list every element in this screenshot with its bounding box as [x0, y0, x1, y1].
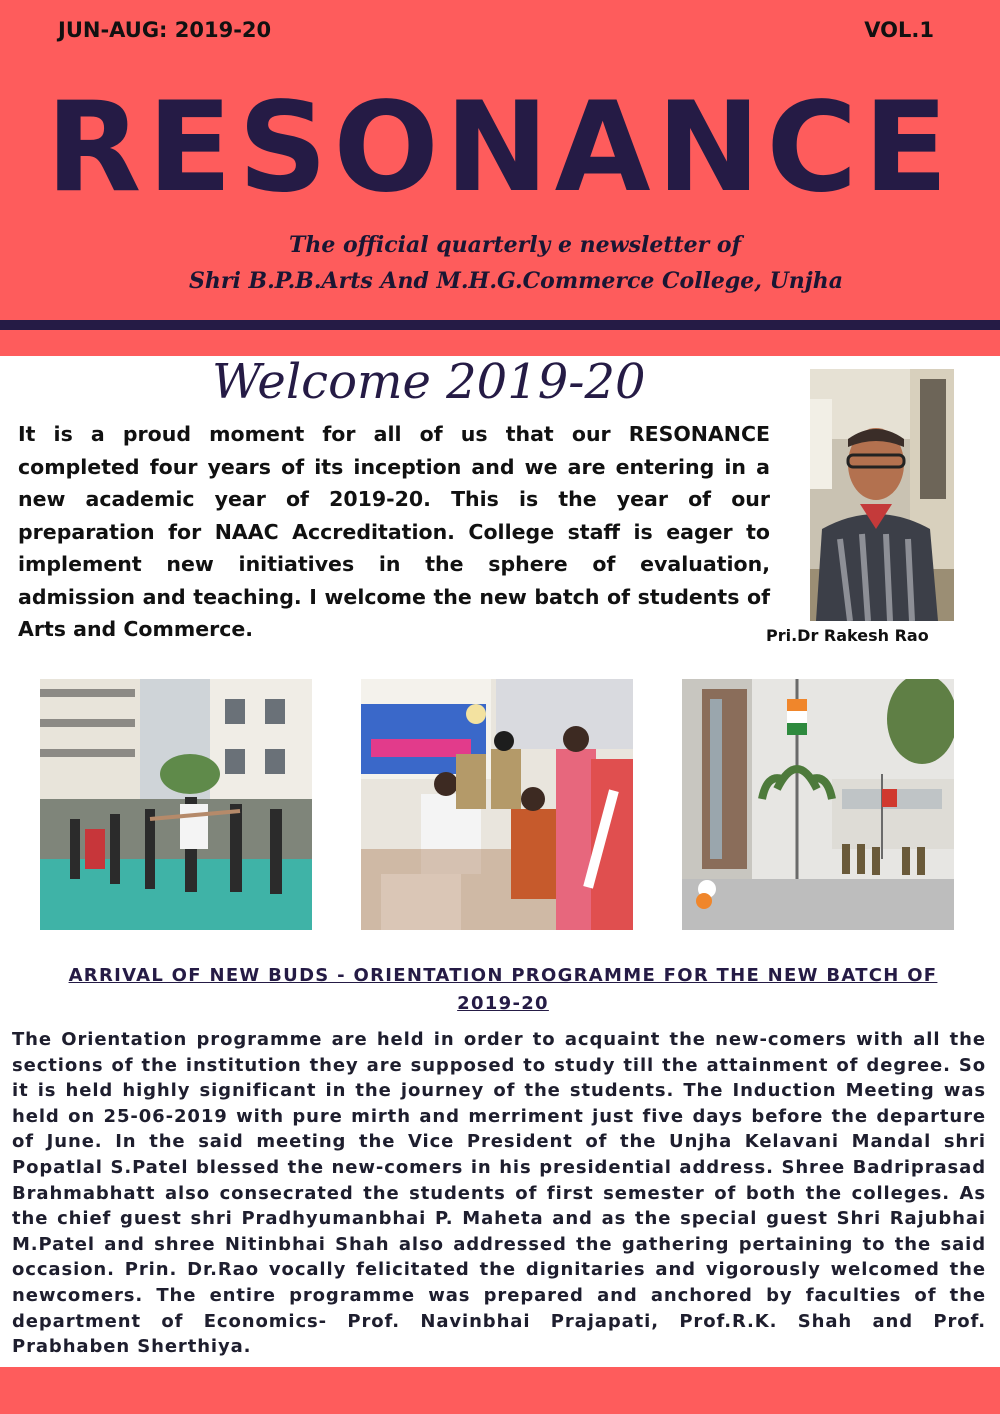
welcome-title: Welcome 2019-20 [212, 354, 646, 410]
article-heading: ARRIVAL OF NEW BUDS - ORIENTATION PROGRAMME FOR THE NEW BATCH OF 2019-20 [68, 965, 938, 1014]
article-body: The Orientation programme are held in order to acquaint the new-comers with all the sections of the institution they are supposed to study till the attainment of degree. So it is held highly significant in the journey of the students. The Induction Meeting was held on 25-06-2019 with pure mirth and merriment just five days before the departure of June. In the said meeting the Vice President of the Unjha Kelavani Mandal shri Popatlal S.Patel blessed the new-comers in his presidential address. Shree Badriprasad Brahmabhatt also consecrated the students of first semester of both the colleges. As the chief guest shri Pradhyumanbhai P. Maheta and as the special guest Shri Rajubhai M.Patel and shree Nitinbhai Shah also addressed the gathering pertaining to the said occasion. Prin. Dr.Rao vocally felicitated the dignitaries and vigorously welcomed the newcomers. The entire programme was prepared and anchored by faculties of the department of Economics- Prof. Navinbhai Prajapati, Prof.R.K. Shah and Prof. Prabhaben Sherthiya. [12, 1029, 986, 1358]
header-divider [0, 320, 1000, 330]
footer-band [0, 1367, 1000, 1414]
header-lower-band [0, 330, 1000, 356]
portrait-caption: Pri.Dr Rakesh Rao [766, 626, 929, 645]
students-yoga-photo [40, 679, 312, 930]
welcome-message: It is a proud moment for all of us that our RESONANCE completed four years of its inception and we are entering in a new academic year of 2019-20. This is the year of our preparation for NAAC Accreditation. College staff is eager to implement new initiatives in the sphere of evaluation, admission and teaching. I welcome the new batch of students of Arts and Commerce. [18, 422, 770, 641]
header-banner [0, 0, 1000, 322]
volume-number: VOL.1 [864, 18, 934, 42]
masthead-title: RESONANCE [45, 76, 955, 220]
tagline-line-1: The official quarterly e newsletter of [288, 232, 742, 258]
tagline-line-2: Shri B.P.B.Arts And M.H.G.Commerce College, Unjha [188, 268, 844, 294]
blood-donation-camp-photo [361, 679, 633, 930]
flag-hoisting-photo [682, 679, 954, 930]
issue-date: JUN-AUG: 2019-20 [58, 18, 272, 42]
principal-portrait [810, 369, 954, 621]
